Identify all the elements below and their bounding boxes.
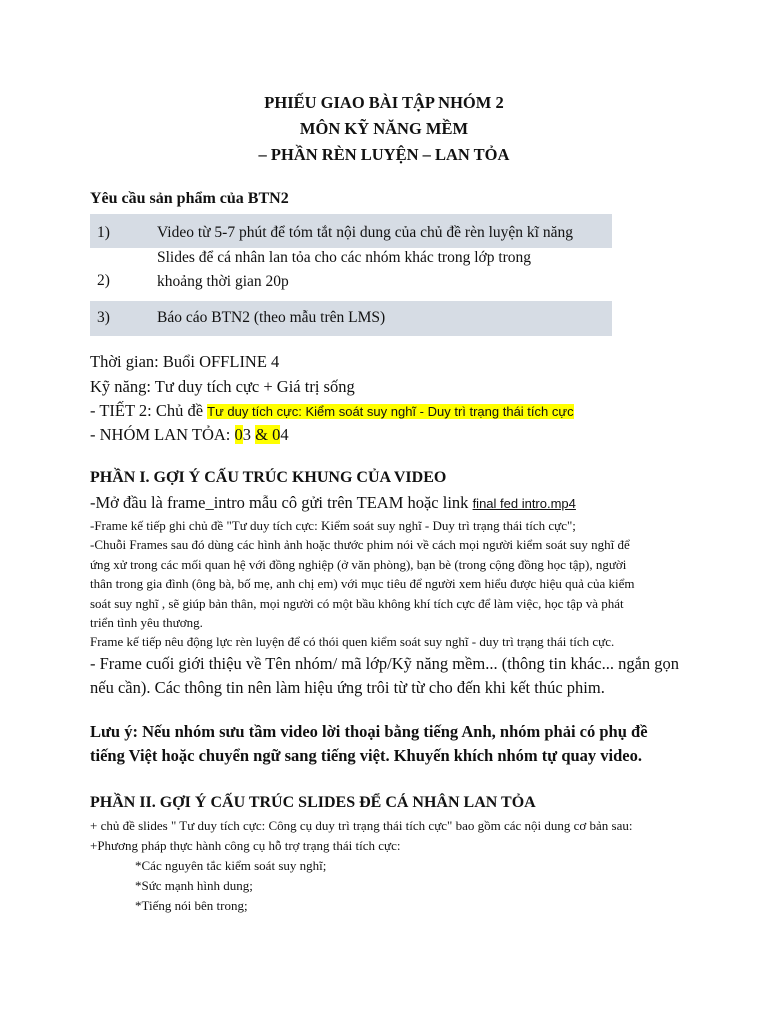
row-text-line2: khoảng thời gian 20p: [157, 273, 289, 290]
requirements-heading: Yêu cầu sản phẩm của BTN2: [90, 190, 289, 207]
part1-line-1: -Frame kế tiếp ghi chủ đề "Tư duy tích cực: Kiểm soát suy nghĩ - Duy trì trạng thái tích cực";: [90, 518, 576, 533]
part1-line-3: ứng xử trong các mối quan hệ với đồng nghiệp (ở văn phòng), bạn bè (trong cộng đồng học tập), người: [90, 557, 627, 572]
skill-info: Kỹ năng: Tư duy tích cực + Giá trị sống: [90, 377, 355, 396]
requirements-row-1: [90, 214, 612, 248]
part1-final-line1: - Frame cuối giới thiệu về Tên nhóm/ mã lớp/Kỹ năng mềm... (thông tin khác... ngắn gọn: [90, 654, 680, 673]
part2-item-1: *Các nguyên tắc kiểm soát suy nghĩ;: [135, 858, 327, 873]
group-a-rest: 3: [242, 425, 256, 444]
row-text-line1: Slides để cá nhân lan tỏa cho các nhóm khác trong lớp trong: [157, 249, 532, 266]
row-number: 2): [97, 272, 110, 289]
part2-line2: +Phương pháp thực hành công cụ hỗ trợ trạng thái tích cực:: [90, 838, 401, 853]
group-prefix: - NHÓM LAN TỎA:: [90, 425, 235, 444]
part1-line-6: triển tình yêu thương.: [90, 615, 203, 630]
doc-title-line2: MÔN KỸ NĂNG MỀM: [299, 119, 469, 138]
time-info: Thời gian: Buổi OFFLINE 4: [90, 352, 280, 371]
part2-item-3: *Tiếng nói bên trong;: [135, 898, 248, 913]
lesson-prefix: - TIẾT 2: Chủ đề: [90, 401, 208, 420]
intro-video-link[interactable]: final fed intro.mp4: [472, 496, 576, 511]
part2-item-2: *Sức mạnh hình dung;: [135, 878, 253, 893]
part1-heading: PHẦN I. GỢI Ý CẤU TRÚC KHUNG CỦA VIDEO: [90, 469, 447, 486]
part1-intro-text: -Mở đầu là frame_intro mẫu cô gửi trên TEAM hoặc link: [90, 493, 473, 512]
doc-title-line3: – PHẦN RÈN LUYỆN – LAN TỎA: [258, 145, 510, 164]
part1-line-5: soát suy nghĩ , sẽ giúp bản thân, mọi người có một bầu không khí tích cực để làm việc, học tập và phát: [90, 596, 624, 611]
group-info: [90, 425, 289, 445]
requirements-row-3: [90, 301, 612, 336]
lesson-info: [90, 401, 574, 421]
part1-line-4: thân trong gia đình (ông bà, bố mẹ, anh chị em) với mục tiêu để người xem hiểu được hiệu quả của kiểm: [90, 576, 635, 591]
part1-line-2: -Chuỗi Frames sau đó dùng các hình ảnh hoặc thước phim nói về cách mọi người kiểm soát suy nghĩ để: [90, 537, 630, 552]
part2-line1: + chủ đề slides " Tư duy tích cực: Công cụ duy trì trạng thái tích cực" bao gồm các nội dung cơ bản sau:: [90, 818, 633, 833]
requirements-row-2: [90, 248, 612, 300]
row-number: 1): [97, 224, 110, 241]
group-a-highlight: 0: [234, 425, 243, 444]
group-amp-highlight: & 0: [255, 425, 281, 444]
row-number: 3): [97, 309, 110, 326]
row-text: Báo cáo BTN2 (theo mẫu trên LMS): [157, 309, 386, 326]
group-b-rest: 4: [280, 425, 289, 444]
note-line2: tiếng Việt hoặc chuyển ngữ sang tiếng việt. Khuyến khích nhóm tự quay video.: [90, 746, 643, 765]
part2-heading: PHẦN II. GỢI Ý CẤU TRÚC SLIDES ĐỂ CÁ NHÂN LAN TỎA: [90, 794, 536, 811]
part1-line-7: Frame kế tiếp nêu động lực rèn luyện để có thói quen kiểm soát suy nghĩ - duy trì trạng thái tích cực.: [90, 634, 615, 649]
part1-intro: [90, 493, 576, 513]
note-line1: Lưu ý: Nếu nhóm sưu tầm video lời thoại bằng tiếng Anh, nhóm phải có phụ đề: [90, 722, 648, 741]
row-text: Video từ 5-7 phút để tóm tắt nội dung của chủ đề rèn luyện kĩ năng: [157, 224, 573, 241]
part1-final-line2: nếu cần). Các thông tin nên làm hiệu ứng trôi từ từ cho đến khi kết thúc phim.: [90, 678, 605, 697]
lesson-topic-highlight: Tư duy tích cực: Kiểm soát suy nghĩ - Duy trì trạng thái tích cực: [207, 404, 574, 419]
doc-title-line1: PHIẾU GIAO BÀI TẬP NHÓM 2: [264, 93, 504, 112]
